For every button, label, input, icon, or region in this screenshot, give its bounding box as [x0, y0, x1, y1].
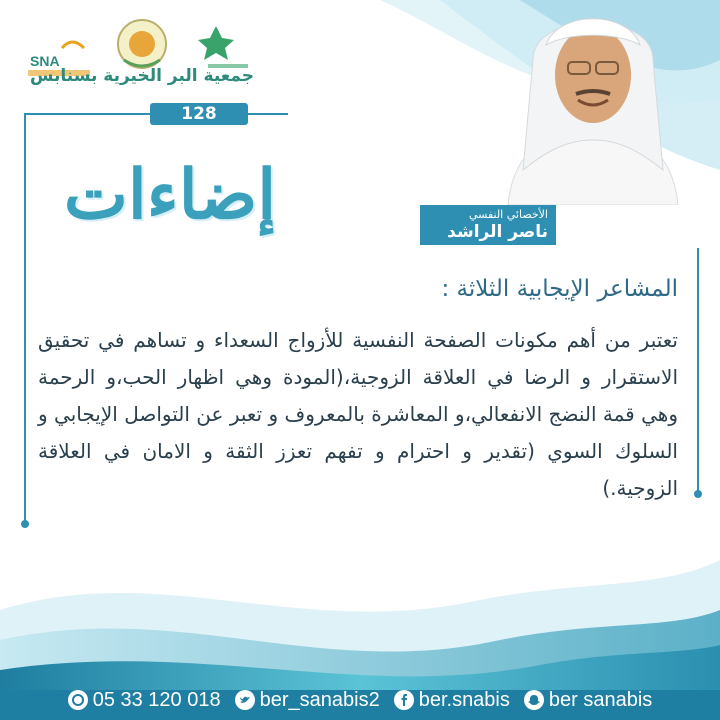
content-body: تعتبر من أهم مكونات الصفحة النفسية للأزواج السعداء و تساهم في تحقيق الاستقرار و الرضا في العلاقة الزوجية،(المودة وهي اظهار الحب،و الرحمة وهي قمة النضج الانفعالي،و المعاشرة بالمعروف و تعبر عن التواصل الإيجابي و السلوك السوي (تقدير و احترام و تفهم تعزز الثقة و الامان في العلاقة الزوجية.) [38, 328, 678, 500]
twitter-contact[interactable] [235, 689, 380, 712]
speaker-role: الأخصائي النفسي [468, 208, 548, 221]
snapchat-contact[interactable] [524, 689, 652, 712]
page-title: إضاءات [63, 155, 277, 235]
charity-emblem [118, 20, 166, 68]
facebook-contact[interactable] [394, 689, 510, 712]
twitter-icon [235, 690, 255, 710]
phone-contact[interactable] [68, 689, 221, 712]
org-name: جمعية البر الخيرية بسنابس [29, 66, 255, 86]
frame-dot-left [21, 520, 29, 528]
phone-number: 05 33 120 018 [92, 688, 221, 711]
frame-line-left [24, 113, 26, 523]
issue-number-badge: 128 [150, 103, 248, 125]
speaker-name-plate [420, 205, 556, 245]
snapchat-icon [524, 690, 544, 710]
frame-line-right [697, 248, 699, 494]
header-logos [22, 14, 262, 100]
frame-dot-right [694, 490, 702, 498]
snapchat-handle: ber sanabis [548, 688, 653, 711]
svg-text:SNA: SNA [30, 53, 60, 69]
twitter-handle: ber_sanabis2 [259, 688, 380, 711]
footer-contacts [0, 680, 720, 720]
frame-line-top [24, 113, 150, 115]
whatsapp-icon [68, 690, 88, 710]
facebook-handle: ber.snabis [418, 688, 510, 711]
ministry-logo [198, 26, 248, 68]
content-heading: المشاعر الإيجابية الثلاثة : [441, 276, 678, 302]
speaker-portrait [488, 0, 698, 205]
speaker-name: ناصر الراشد [447, 222, 548, 242]
frame-line-top-right [248, 113, 288, 115]
facebook-icon [394, 690, 414, 710]
